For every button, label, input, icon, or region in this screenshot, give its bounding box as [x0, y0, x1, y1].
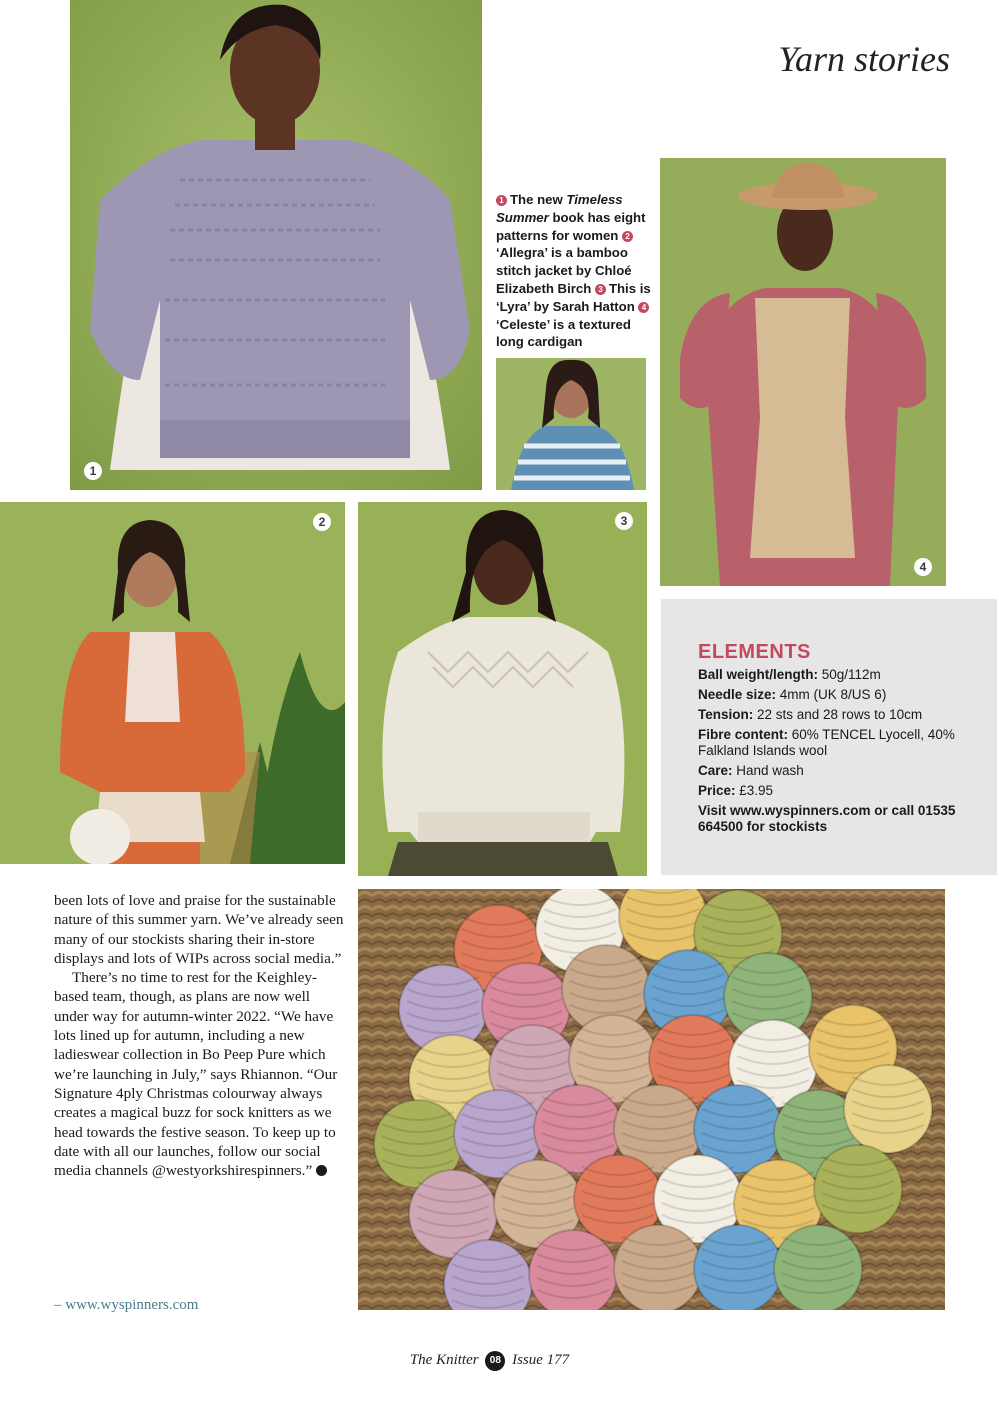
caption-number-badge: 2	[622, 231, 633, 242]
spec-value: 50g/112m	[818, 667, 881, 682]
article-body	[54, 891, 344, 1180]
spec-fibre-content	[698, 727, 988, 759]
photo-number-badge: 1	[84, 462, 102, 480]
magazine-name: The Knitter	[409, 1352, 479, 1368]
caption-text: ‘Celeste’ is a textured long cardigan	[496, 316, 631, 350]
caption-text: This is ‘Lyra’ by Sarah Hatton	[496, 280, 651, 314]
elements-heading: ELEMENTS	[698, 641, 811, 663]
body-paragraph-text: There’s no time to rest for the Keighley-based team, though, as plans are now well under way for autumn-winter 2022. “We have lots lined up for autumn, including a new ladieswear collection in Bo Peep Pure which we’re launching in July,” says Rhiannon. “Our Signature 4ply Christmas colourway always creates a magical buzz for sock knitters as we head towards the festive season. To keep up to date with all our launches, follow our social media channels @westyorkshirespinners.”	[54, 969, 338, 1180]
spec-price	[698, 783, 988, 799]
spec-ball-weight	[698, 667, 988, 683]
spec-value: Hand wash	[732, 763, 804, 778]
photo-caption	[496, 191, 656, 351]
spec-label: Price:	[698, 783, 736, 798]
photo-orange-jacket	[0, 502, 345, 864]
body-paragraph	[54, 968, 344, 1180]
spec-value: 22 sts and 28 rows to 10cm	[753, 707, 923, 722]
photo-pink-cardigan	[660, 158, 946, 586]
yarn-balls-illustration	[358, 889, 945, 1310]
caption-text: ‘Allegra’ is a bamboo stitch jacket by Chloé Elizabeth Birch	[496, 245, 632, 296]
yarn-ball	[814, 1145, 902, 1233]
website-credit[interactable]: – www.wyspinners.com	[54, 1297, 199, 1313]
caption-book-title: Timeless Summer	[496, 192, 623, 225]
caption-text: book has eight patterns for women	[496, 209, 646, 243]
spec-value: 60% TENCEL Lyocell, 40% Falkland Islands wool	[698, 727, 955, 758]
spec-label: Care:	[698, 763, 733, 778]
page-number: 08	[485, 1351, 505, 1371]
spec-value: £3.95	[735, 783, 774, 798]
yarn-ball	[694, 1225, 782, 1310]
elements-spec-list	[698, 667, 988, 839]
spec-tension	[698, 707, 988, 723]
spec-care	[698, 763, 988, 779]
photo-lilac-jumper	[70, 0, 482, 490]
caption-number-badge: 1	[496, 195, 507, 206]
spec-label: Tension:	[698, 707, 754, 722]
caption-number-badge: 4	[638, 302, 649, 313]
issue-number: Issue 177	[512, 1352, 570, 1368]
yarn-ball	[774, 1225, 862, 1310]
photo-number-badge: 3	[615, 512, 633, 530]
end-mark-icon	[316, 1165, 327, 1176]
photo-striped-vest	[496, 358, 646, 490]
yarn-ball	[614, 1225, 702, 1310]
body-paragraph: been lots of love and praise for the sustainable nature of this summer yarn. We’ve already seen many of our stockists sharing their in-store displays and lots of WIPs across social media.”	[54, 892, 344, 967]
spec-label: Needle size:	[698, 687, 777, 702]
yarn-ball	[529, 1230, 617, 1310]
spec-value: 4mm (UK 8/US 6)	[776, 687, 887, 702]
photo-number-badge: 2	[313, 513, 331, 531]
elements-panel	[661, 599, 997, 875]
page-title: Yarn stories	[778, 39, 950, 79]
photo-number-badge: 4	[914, 558, 932, 576]
caption-text: The new	[510, 192, 567, 207]
photo-yarn-balls	[358, 889, 945, 1310]
spec-needle-size	[698, 687, 988, 703]
photo-cream-jumper	[358, 502, 647, 876]
stockists-note: Visit www.wyspinners.com or call 01535 664500 for stockists	[698, 803, 956, 834]
yarn-ball	[844, 1065, 932, 1153]
caption-number-badge: 3	[595, 284, 606, 295]
spec-label: Ball weight/length:	[698, 667, 818, 682]
page-footer	[0, 1351, 979, 1371]
spec-label: Fibre content:	[698, 727, 788, 742]
